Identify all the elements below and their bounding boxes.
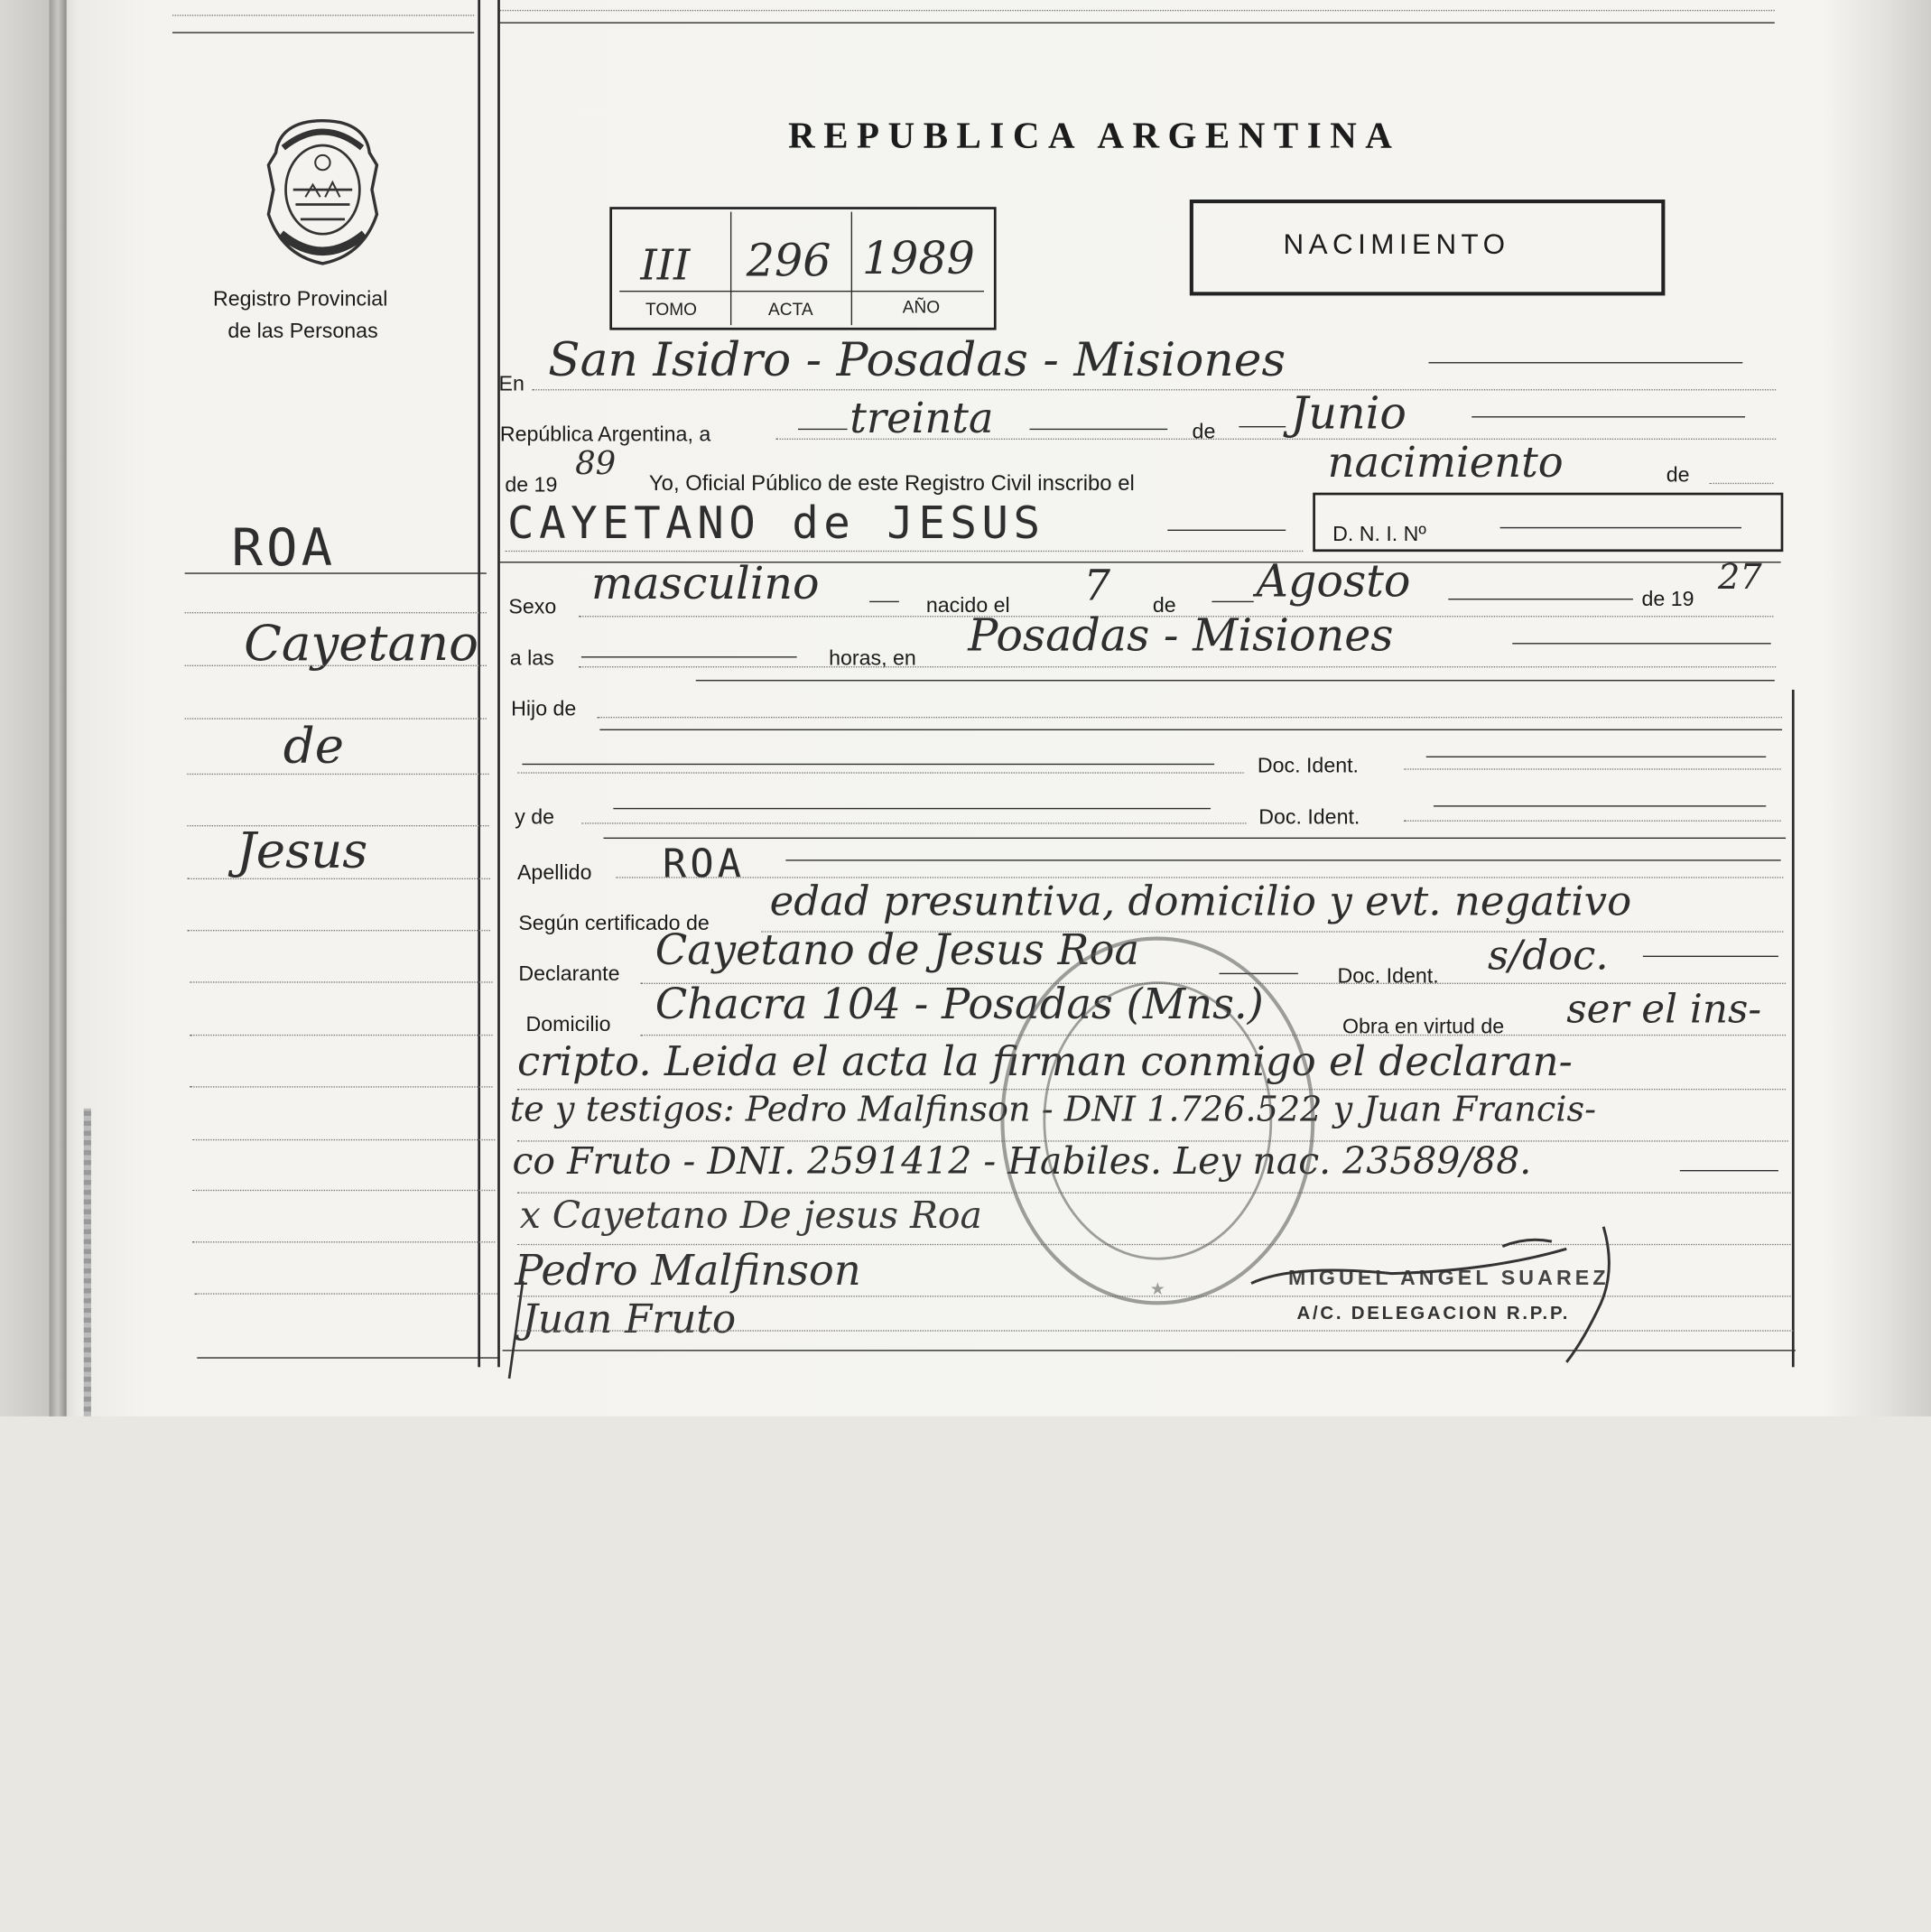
official-signature xyxy=(1244,1220,1650,1368)
ano-value: 1989 xyxy=(861,234,975,285)
de-label-2: de xyxy=(1666,462,1690,487)
apellido-label: Apellido xyxy=(516,860,592,885)
obra-value: ser el ins- xyxy=(1566,985,1762,1033)
de-label-1: de xyxy=(1192,420,1216,444)
act-value: nacimiento xyxy=(1327,438,1564,488)
margin-name-3: Jesus xyxy=(236,822,368,880)
hijo-label: Hijo de xyxy=(511,697,577,721)
registry-line-2: de las Personas xyxy=(227,319,378,343)
record-type: NACIMIENTO xyxy=(1283,228,1510,260)
signature-declarante: x Cayetano De jesus Roa xyxy=(519,1194,982,1239)
obra-label: Obra en virtud de xyxy=(1341,1015,1505,1039)
margin-name-1: Cayetano xyxy=(244,616,478,673)
dni-label: D. N. I. Nº xyxy=(1332,522,1426,546)
birth-year: 27 xyxy=(1718,556,1762,598)
apellido-value: ROA xyxy=(662,840,746,887)
doc-ident-label-1: Doc. Ident. xyxy=(1257,753,1360,777)
svg-text:★: ★ xyxy=(1149,1277,1165,1299)
birth-month: Agosto xyxy=(1256,556,1411,608)
nacido-label: nacido el xyxy=(925,593,1010,618)
birth-day: 7 xyxy=(1083,562,1111,611)
official-name: MIGUEL ANGEL SUAREZ xyxy=(1287,1266,1610,1290)
doc-ident-label-2: Doc. Ident. xyxy=(1258,805,1360,830)
page-title: REPUBLICA ARGENTINA xyxy=(788,116,1401,157)
segun-value: edad presuntiva, domicilio y evt. negativo xyxy=(769,877,1632,925)
doc-ident-label-3: Doc. Ident. xyxy=(1337,964,1439,989)
ano-label: AÑO xyxy=(902,296,941,317)
yde-label: y de xyxy=(515,805,555,830)
de-label-3: de xyxy=(1152,593,1176,618)
de19-label: de 19 xyxy=(505,472,558,497)
domicilio-label: Domicilio xyxy=(525,1012,611,1036)
signature-witness-1: Pedro Malfinson xyxy=(515,1246,861,1296)
inscribo-label: Yo, Oficial Público de este Registro Civil inscribo el xyxy=(648,470,1135,496)
registry-line-1: Registro Provincial xyxy=(213,286,388,311)
acta-value: 296 xyxy=(746,236,831,287)
province-seal-logo xyxy=(256,116,389,268)
tomo-label: TOMO xyxy=(645,299,697,320)
acta-label: ACTA xyxy=(768,299,813,320)
year-value: 89 xyxy=(575,445,617,483)
segun-label: Según certificado de xyxy=(518,911,710,935)
sexo-value: masculino xyxy=(590,559,820,610)
notes-line-2: te y testigos: Pedro Malfinson - DNI 1.726.522 y Juan Francis- xyxy=(509,1088,1597,1129)
signature-witness-2: Juan Fruto xyxy=(522,1296,737,1342)
en-value: San Isidro - Posadas - Misiones xyxy=(548,332,1286,387)
notes-line-1: cripto. Leida el acta la firman conmigo el declaran- xyxy=(516,1036,1573,1085)
tomo-value: III xyxy=(640,241,691,291)
binding-thread xyxy=(84,1109,91,1416)
declarante-doc: s/doc. xyxy=(1487,931,1609,980)
month-value: Junio xyxy=(1290,389,1406,441)
alas-label: a las xyxy=(509,646,554,671)
binding-edge xyxy=(50,0,67,1416)
notes-line-3: co Fruto - DNI. 2591412 - Habiles. Ley nac. 23589/88. xyxy=(512,1140,1532,1184)
en-label: En xyxy=(498,371,525,395)
republica-label: República Argentina, a xyxy=(499,422,711,446)
domicilio-value: Chacra 104 - Posadas (Mns.) xyxy=(654,980,1264,1030)
margin-surname: ROA xyxy=(231,516,337,578)
margin-name-2: de xyxy=(283,718,344,776)
de19-label-2: de 19 xyxy=(1641,587,1694,611)
day-value: treinta xyxy=(849,394,994,444)
declarante-label: Declarante xyxy=(518,961,620,986)
full-name: CAYETANO de JESUS xyxy=(507,498,1045,550)
sexo-label: Sexo xyxy=(508,594,557,618)
birth-place: Posadas - Misiones xyxy=(968,610,1394,662)
horas-label: horas, en xyxy=(829,646,916,671)
declarante-value: Cayetano de Jesus Roa xyxy=(654,925,1140,976)
official-role: A/C. DELEGACION R.P.P. xyxy=(1296,1303,1571,1324)
